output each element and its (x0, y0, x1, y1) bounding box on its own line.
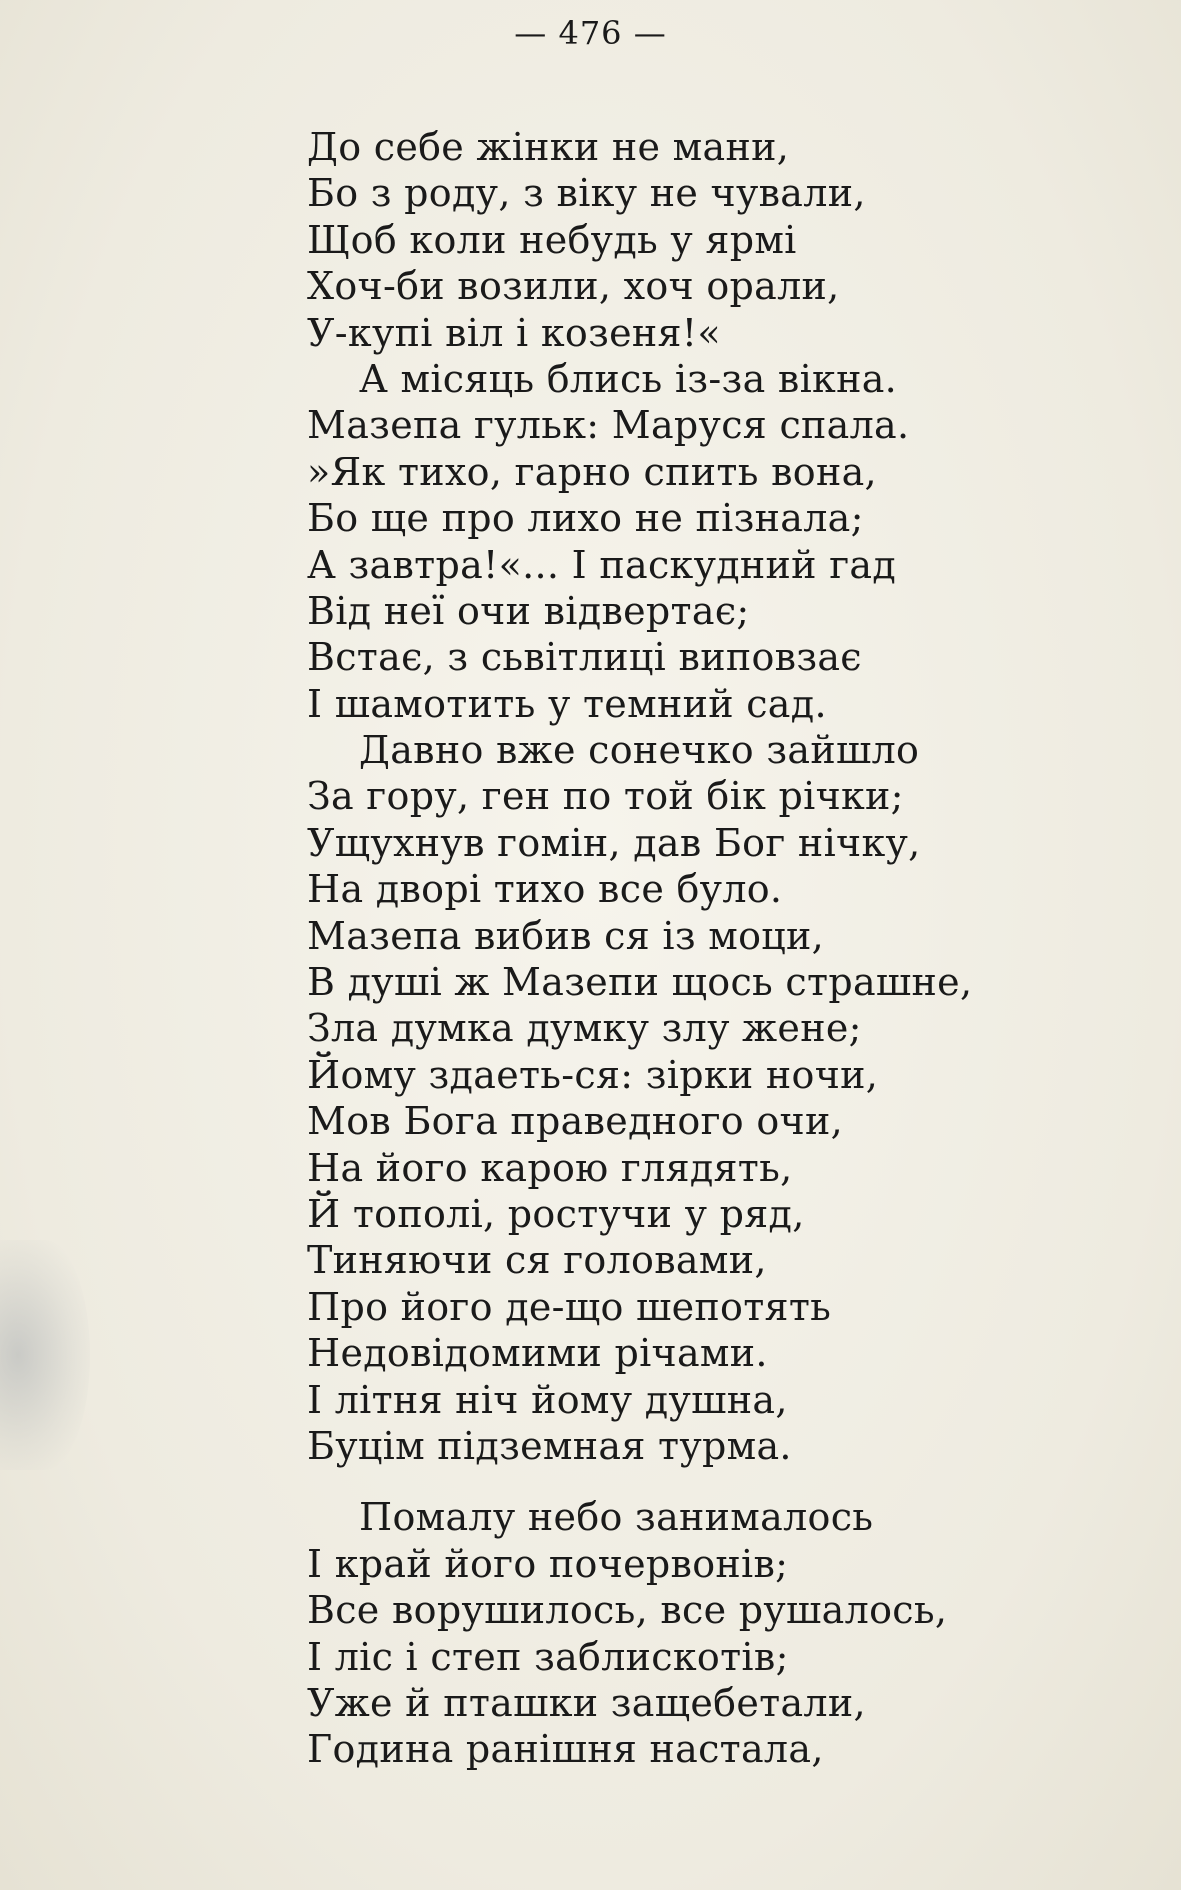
verse-line: І ліс і степ заблискотів; (307, 1634, 789, 1679)
stanza (307, 124, 1167, 1469)
verse-line: Мазепа гульк: Маруся спала. (307, 403, 910, 448)
verse-line: Все ворушилось, все рушалось, (307, 1588, 948, 1633)
verse-line: За гору, ген по той бік річки; (307, 774, 904, 819)
verse-line: А завтра!«... І паскудний гад (307, 542, 897, 587)
verse-line: Помалу небо занималось (359, 1495, 874, 1540)
verse-line: Тиняючи ся головами, (307, 1238, 767, 1283)
verse-line: Буцім підземная турма. (307, 1423, 792, 1468)
verse-line: Уже й пташки защебетали, (307, 1680, 866, 1725)
verse-line: У-купі віл і козеня!« (307, 310, 721, 355)
verse-line: Недовідомими річами. (307, 1331, 768, 1376)
verse-line: Йому здаеть-ся: зірки ночи, (307, 1052, 879, 1097)
verse-line: На дворі тихо все було. (307, 867, 783, 912)
verse-line: І шамотить у темний сад. (307, 681, 827, 726)
verse-line: І літня ніч йому душна, (307, 1377, 788, 1422)
verse-line: Мазепа вибив ся із моци, (307, 913, 825, 958)
verse-line: Хоч-би возили, хоч орали, (307, 264, 840, 309)
verse-line: Давно вже сонечко зайшло (359, 728, 920, 773)
verse-line: Від неї очи відвертає; (307, 588, 750, 633)
verse-line: Про його де-що шепотять (307, 1284, 832, 1329)
verse-line: І край його почервонів; (307, 1541, 789, 1586)
verse-line: »Як тихо, гарно спить вона, (307, 449, 877, 494)
verse-line: Встає, з сьвітлиці виповзає (307, 635, 862, 680)
verse-line: Мов Бога праведного очи, (307, 1099, 843, 1144)
stanza-break (307, 1469, 1167, 1494)
page-number: — 476 — (514, 14, 667, 52)
verse-line: Бо ще про лихо не пізнала; (307, 496, 864, 541)
verse-line: В душі ж Мазепи щось страшне, (307, 960, 973, 1005)
verse-line: Щоб коли небудь у ярмі (307, 217, 797, 262)
verse-line: На його карою глядять, (307, 1145, 793, 1190)
verse-line: А місяць блись із-за вікна. (359, 356, 898, 401)
verse-line: Година ранішня настала, (307, 1727, 824, 1772)
poem-text (307, 124, 1167, 1773)
verse-line: Ущухнув гомін, дав Бог нічку, (307, 820, 921, 865)
verse-line: Бо з роду, з віку не чували, (307, 171, 866, 216)
verse-line: До себе жінки не мани, (307, 125, 790, 169)
stanza (307, 1494, 1167, 1772)
verse-line: Й тополі, ростучи у ряд, (307, 1191, 805, 1236)
page-stain (0, 1240, 90, 1470)
verse-line: Зла думка думку злу жене; (307, 1006, 862, 1051)
